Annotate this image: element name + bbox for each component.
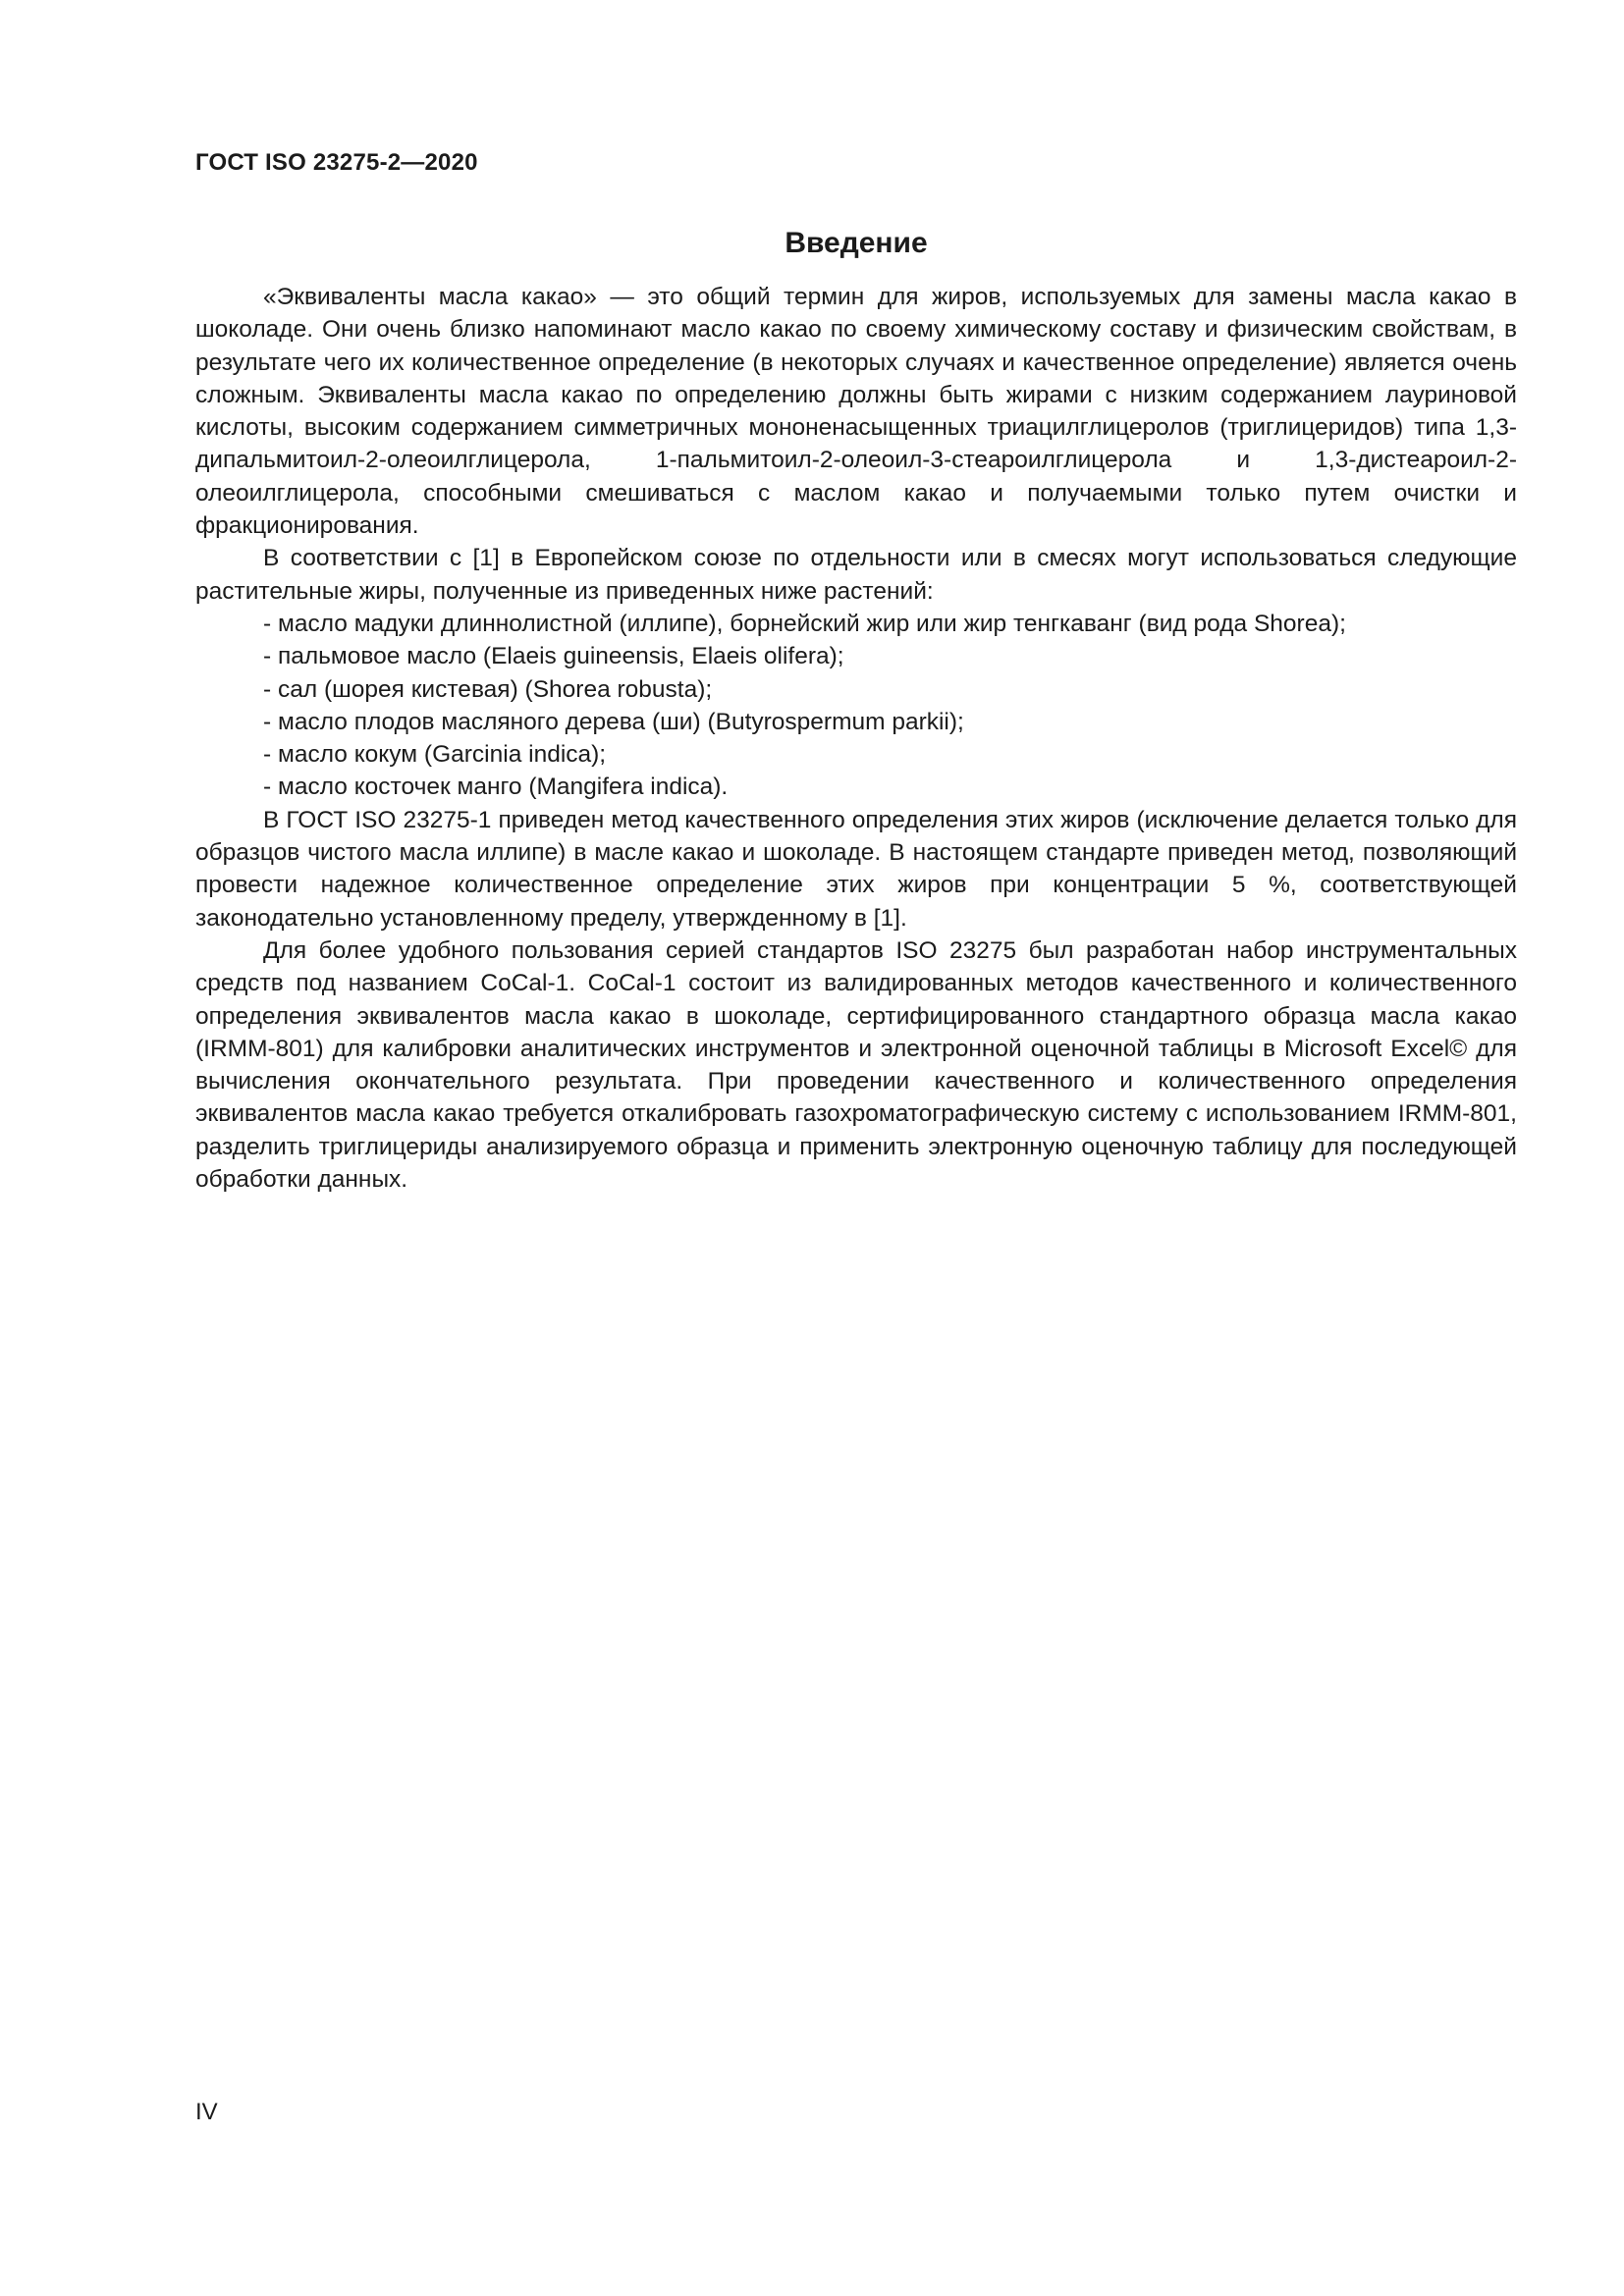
paragraph: В соответствии с [1] в Европейском союзе по отдельности или в смесях могут использоваться следующие растительные жиры, полученные из приведенных ниже растений: (195, 545, 1517, 605)
fats-list (195, 608, 1517, 804)
document-body (195, 281, 1517, 1196)
section-title: Введение (785, 227, 928, 259)
list-item: - сал (шорея кистевая) (Shorea robusta); (263, 673, 1517, 706)
list-item: - масло косточек манго (Mangifera indica). (263, 771, 1517, 803)
paragraph: «Эквиваленты масла какао» — это общий термин для жиров, используемых для замены масла какао в шоколаде. Они очень близко напоминают масло какао по своему химическому составу и физическим свойствам, в результате чего их количественное определение (в некоторых случаях и качественное определение) является очень сложным. Эквиваленты масла какао по определению должны быть жирами с низким содержанием лауриновой кислоты, высоким содержанием симметричных мононенасыщенных триацилглицеролов (триглицеридов) типа 1,3-дипальмитоил-2-олеоилглицерола, 1-пальмитоил-2-олеоил-3-стеароилглицерола и 1,3-дистеароил-2-олеоилглицерола, способными смешиваться с маслом какао и получаемыми только путем очистки и фракционирования. (195, 284, 1517, 540)
list-item: - пальмовое масло (Elaeis guineensis, Elaeis olifera); (263, 640, 1517, 672)
list-item: - масло мадуки длиннолистной (иллипе), борнейский жир или жир тенгкаванг (вид рода Shorea); (263, 608, 1517, 640)
paragraph: В ГОСТ ISO 23275-1 приведен метод качественного определения этих жиров (исключение делается только для образцов чистого масла иллипе) в масле какао и шоколаде. В настоящем стандарте приведен метод, позволяющий провести надежное количественное определение этих жиров при концентрации 5 %, соответствующей законодательно установленному пределу, утвержденному в [1]. (195, 806, 1517, 932)
document-header: ГОСТ ISO 23275-2—2020 (195, 149, 478, 176)
paragraph: Для более удобного пользования серией стандартов ISO 23275 был разработан набор инструментальных средств под названием CoCal-1. CoCal-1 состоит из валидированных методов качественного и количественного определения эквивалентов масла какао в шоколаде, сертифицированного стандартного образца масла какао (IRMM-801) для калибровки аналитических инструментов и электронной оценочной таблицы в Microsoft Excel© для вычисления окончательного результата. При проведении качественного и количественного определения эквивалентов масла какао требуется откалибровать газохроматографическую систему с использованием IRMM-801, разделить триглицериды анализируемого образца и применить электронную оценочную таблицу для последующей обработки данных. (195, 936, 1517, 1194)
list-item: - масло кокум (Garcinia indica); (263, 738, 1517, 771)
page-number: IV (195, 2099, 218, 2125)
list-item: - масло плодов масляного дерева (ши) (Butyrospermum parkii); (263, 706, 1517, 738)
